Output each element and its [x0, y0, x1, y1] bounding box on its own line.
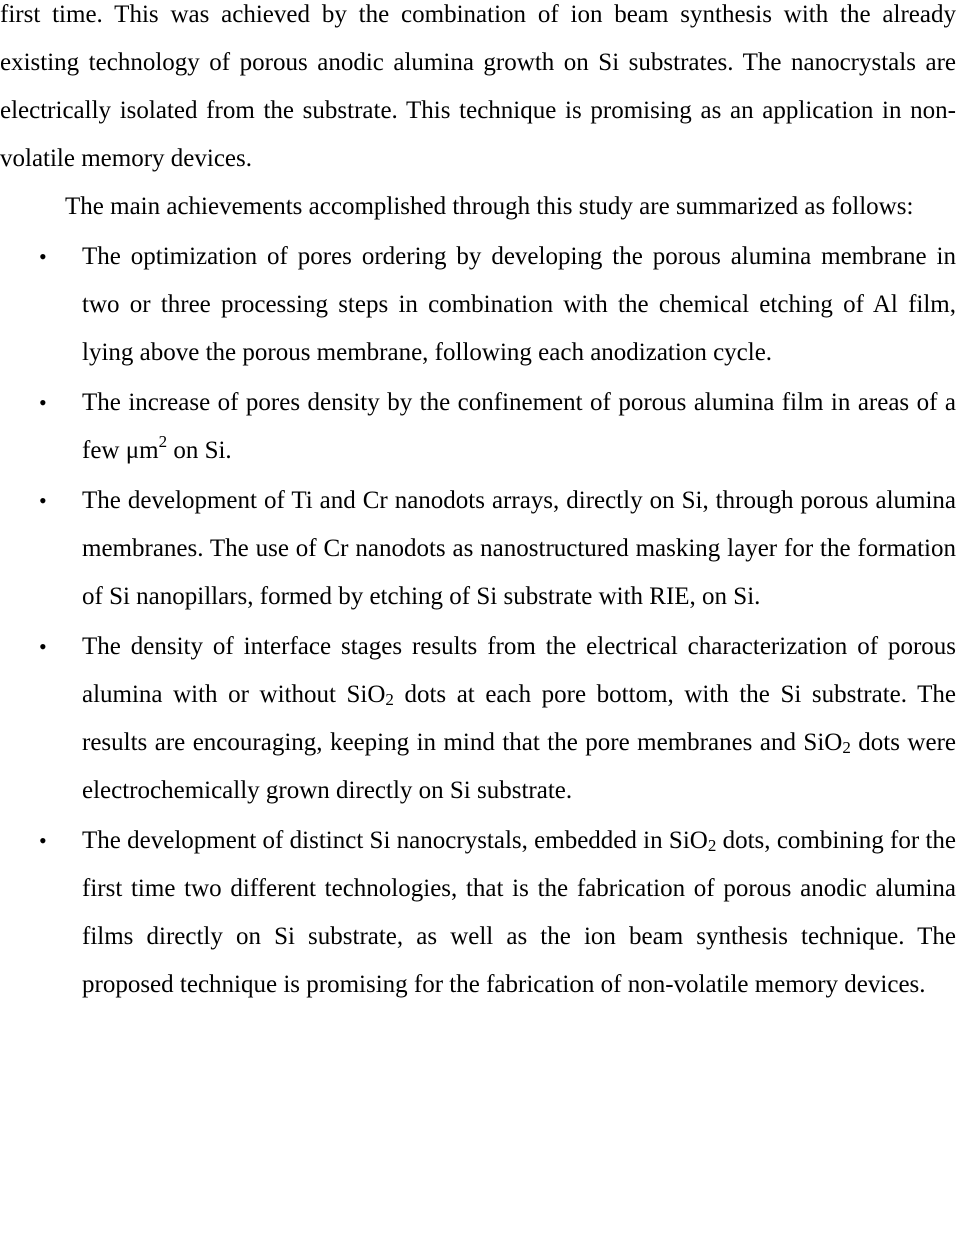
bullet-icon: • [39, 488, 47, 513]
bullet-icon: • [39, 828, 47, 853]
subscript: 2 [385, 690, 394, 709]
list-item-text: dots at each pore bottom, with the Si substrate. The results are encouraging, keeping in mind that the pore membranes and SiO [82, 681, 956, 756]
list-item [0, 817, 956, 1009]
subscript: 2 [842, 738, 851, 757]
superscript: 2 [158, 432, 168, 451]
list-item [0, 623, 956, 815]
list-item-text: The density of interface stages results from the electrical characterization of porous alumina with or without SiO [82, 633, 956, 708]
summary-paragraph: The main achievements accomplished through this study are summarized as follows: [65, 193, 914, 220]
list-item-text: The development of Ti and Cr nanodots arrays, directly on Si, through porous alumina membranes. The use of Cr nanodots as nanostructured masking layer for the formation of Si nanopillars, formed by etching of Si substrate with RIE, on Si. [82, 487, 956, 610]
list-item-text: dots were electrochemically grown directly on Si substrate. [82, 729, 956, 804]
subscript: 2 [707, 836, 717, 855]
list-item-text: The increase of pores density by the confinement of porous alumina film in areas of a few μm [82, 389, 956, 464]
list-item [0, 233, 956, 377]
list-item-text: dots, combining for the first time two different technologies, that is the fabrication of porous anodic alumina films directly on Si substrate, as well as the ion beam synthesis technique. The proposed technique is promising for the fabrication of non-volatile memory devices. [82, 827, 956, 998]
bullet-icon: • [39, 244, 47, 269]
list-item-text: on Si. [167, 437, 232, 464]
list-item [0, 379, 956, 475]
bullet-icon: • [39, 390, 47, 415]
list-item-text: The optimization of pores ordering by developing the porous alumina membrane in two or three processing steps in combination with the chemical etching of Al film, lying above the porous membrane, following each anodization cycle. [82, 243, 956, 366]
intro-paragraph: first time. This was achieved by the combination of ion beam synthesis with the already existing technology of porous anodic alumina growth on Si substrates. The nanocrystals are electrically isolated from the substrate. This technique is promising as an application in non-volatile memory devices. [0, 1, 956, 172]
list-item [0, 477, 956, 621]
achievements-list [0, 233, 956, 1009]
list-item-text: The development of distinct Si nanocrystals, embedded in SiO [82, 827, 708, 854]
bullet-icon: • [39, 634, 47, 659]
